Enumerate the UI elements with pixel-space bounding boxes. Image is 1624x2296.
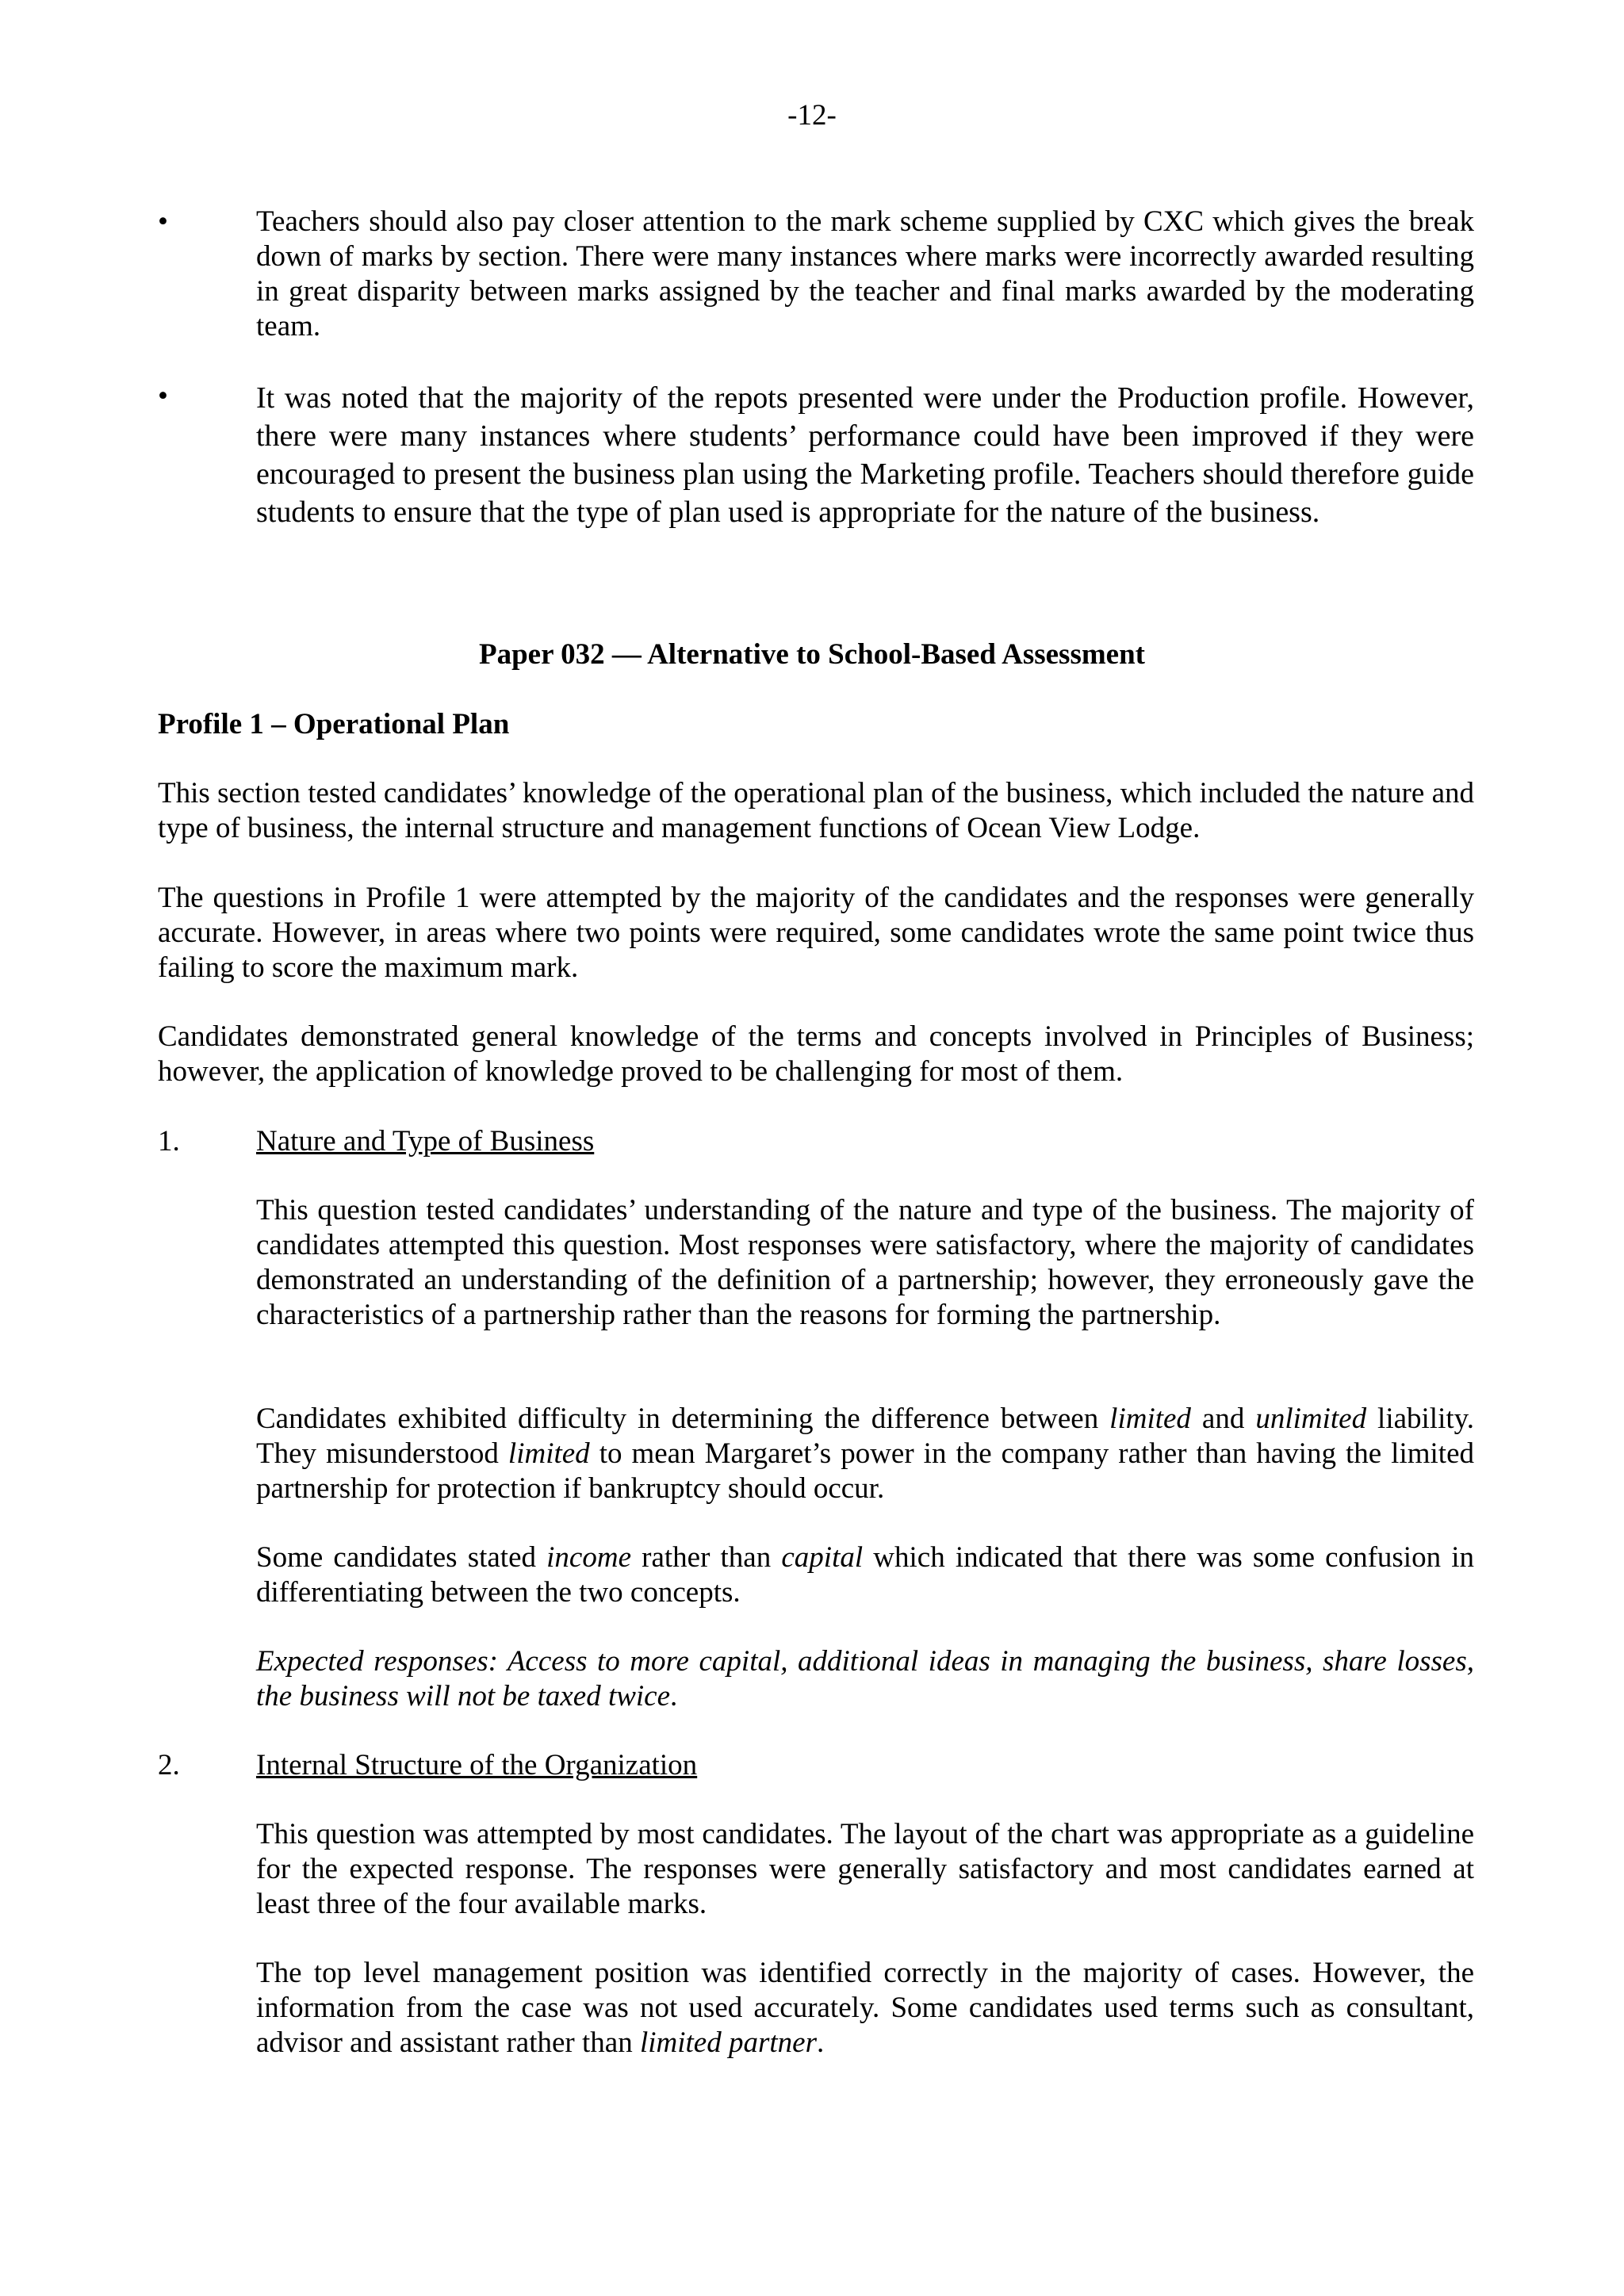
section-number: 1.	[158, 1125, 180, 1158]
section-paragraph: The top level management position was identified correctly in the majority of cases. However, the information from the case was not used accurately. Some candidates used terms such as consultant, advisor and assistant rather than limited partner.	[256, 1957, 1474, 2059]
bullet-text: It was noted that the majority of the repots presented were under the Production profile. However, there were many instances where students’ performance could have been improved if they were encouraged to present the business plan using the Marketing profile. Teachers should therefore guide students to ensure that the type of plan used is appropriate for the nature of the business.	[256, 381, 1474, 529]
bullet-icon	[158, 379, 205, 414]
section-number: 2.	[158, 1749, 180, 1781]
section-title: Internal Structure of the Organization	[256, 1749, 698, 1781]
section-paragraph: This question was attempted by most candidates. The layout of the chart was appropriate as a guideline for the expected response. The responses were generally satisfactory and most candidates earned at least three of the four available marks.	[256, 1818, 1474, 1920]
intro-paragraph: Candidates demonstrated general knowledge of the terms and concepts involved in Principles of Business; however, the application of knowledge proved to be challenging for most of them.	[158, 1020, 1474, 1088]
intro-paragraph: The questions in Profile 1 were attempted by the majority of the candidates and the responses were generally accurate. However, in areas where two points were required, some candidates wrote the same point twice thus failing to score the maximum mark.	[158, 882, 1474, 984]
profile-heading: Profile 1 – Operational Plan	[158, 708, 510, 740]
expected-responses: Expected responses: Access to more capital, additional ideas in managing the business, share losses, the business will not be taxed twice.	[256, 1645, 1474, 1712]
page-number: -12-	[787, 99, 837, 132]
bullet-icon	[158, 205, 205, 239]
section-paragraph: Candidates exhibited difficulty in determining the difference between limited and unlimited liability. They misunderstood limited to mean Margaret’s power in the company rather than having the limited partnership for protection if bankruptcy should occur.	[256, 1402, 1474, 1505]
section-title: Nature and Type of Business	[256, 1125, 595, 1158]
section-paragraph: This question tested candidates’ understanding of the nature and type of the business. The majority of candidates attempted this question. Most responses were satisfactory, where the majority of candidates demonstrated an understanding of the definition of a partnership; however, they erroneously gave the characteristics of a partnership rather than the reasons for forming the partnership.	[256, 1194, 1474, 1331]
section-paragraph: Some candidates stated income rather than capital which indicated that there was some confusion in differentiating between the two concepts.	[256, 1541, 1474, 1609]
paper-heading: Paper 032 — Alternative to School-Based Assessment	[479, 638, 1145, 671]
bullet-text: Teachers should also pay closer attention to the mark scheme supplied by CXC which gives the break down of marks by section. There were many instances where marks were incorrectly awarded resulting in great disparity between marks assigned by the teacher and final marks awarded by the moderating team.	[256, 205, 1474, 342]
intro-paragraph: This section tested candidates’ knowledge of the operational plan of the business, which included the nature and type of business, the internal structure and management functions of Ocean View Lodge.	[158, 777, 1474, 844]
